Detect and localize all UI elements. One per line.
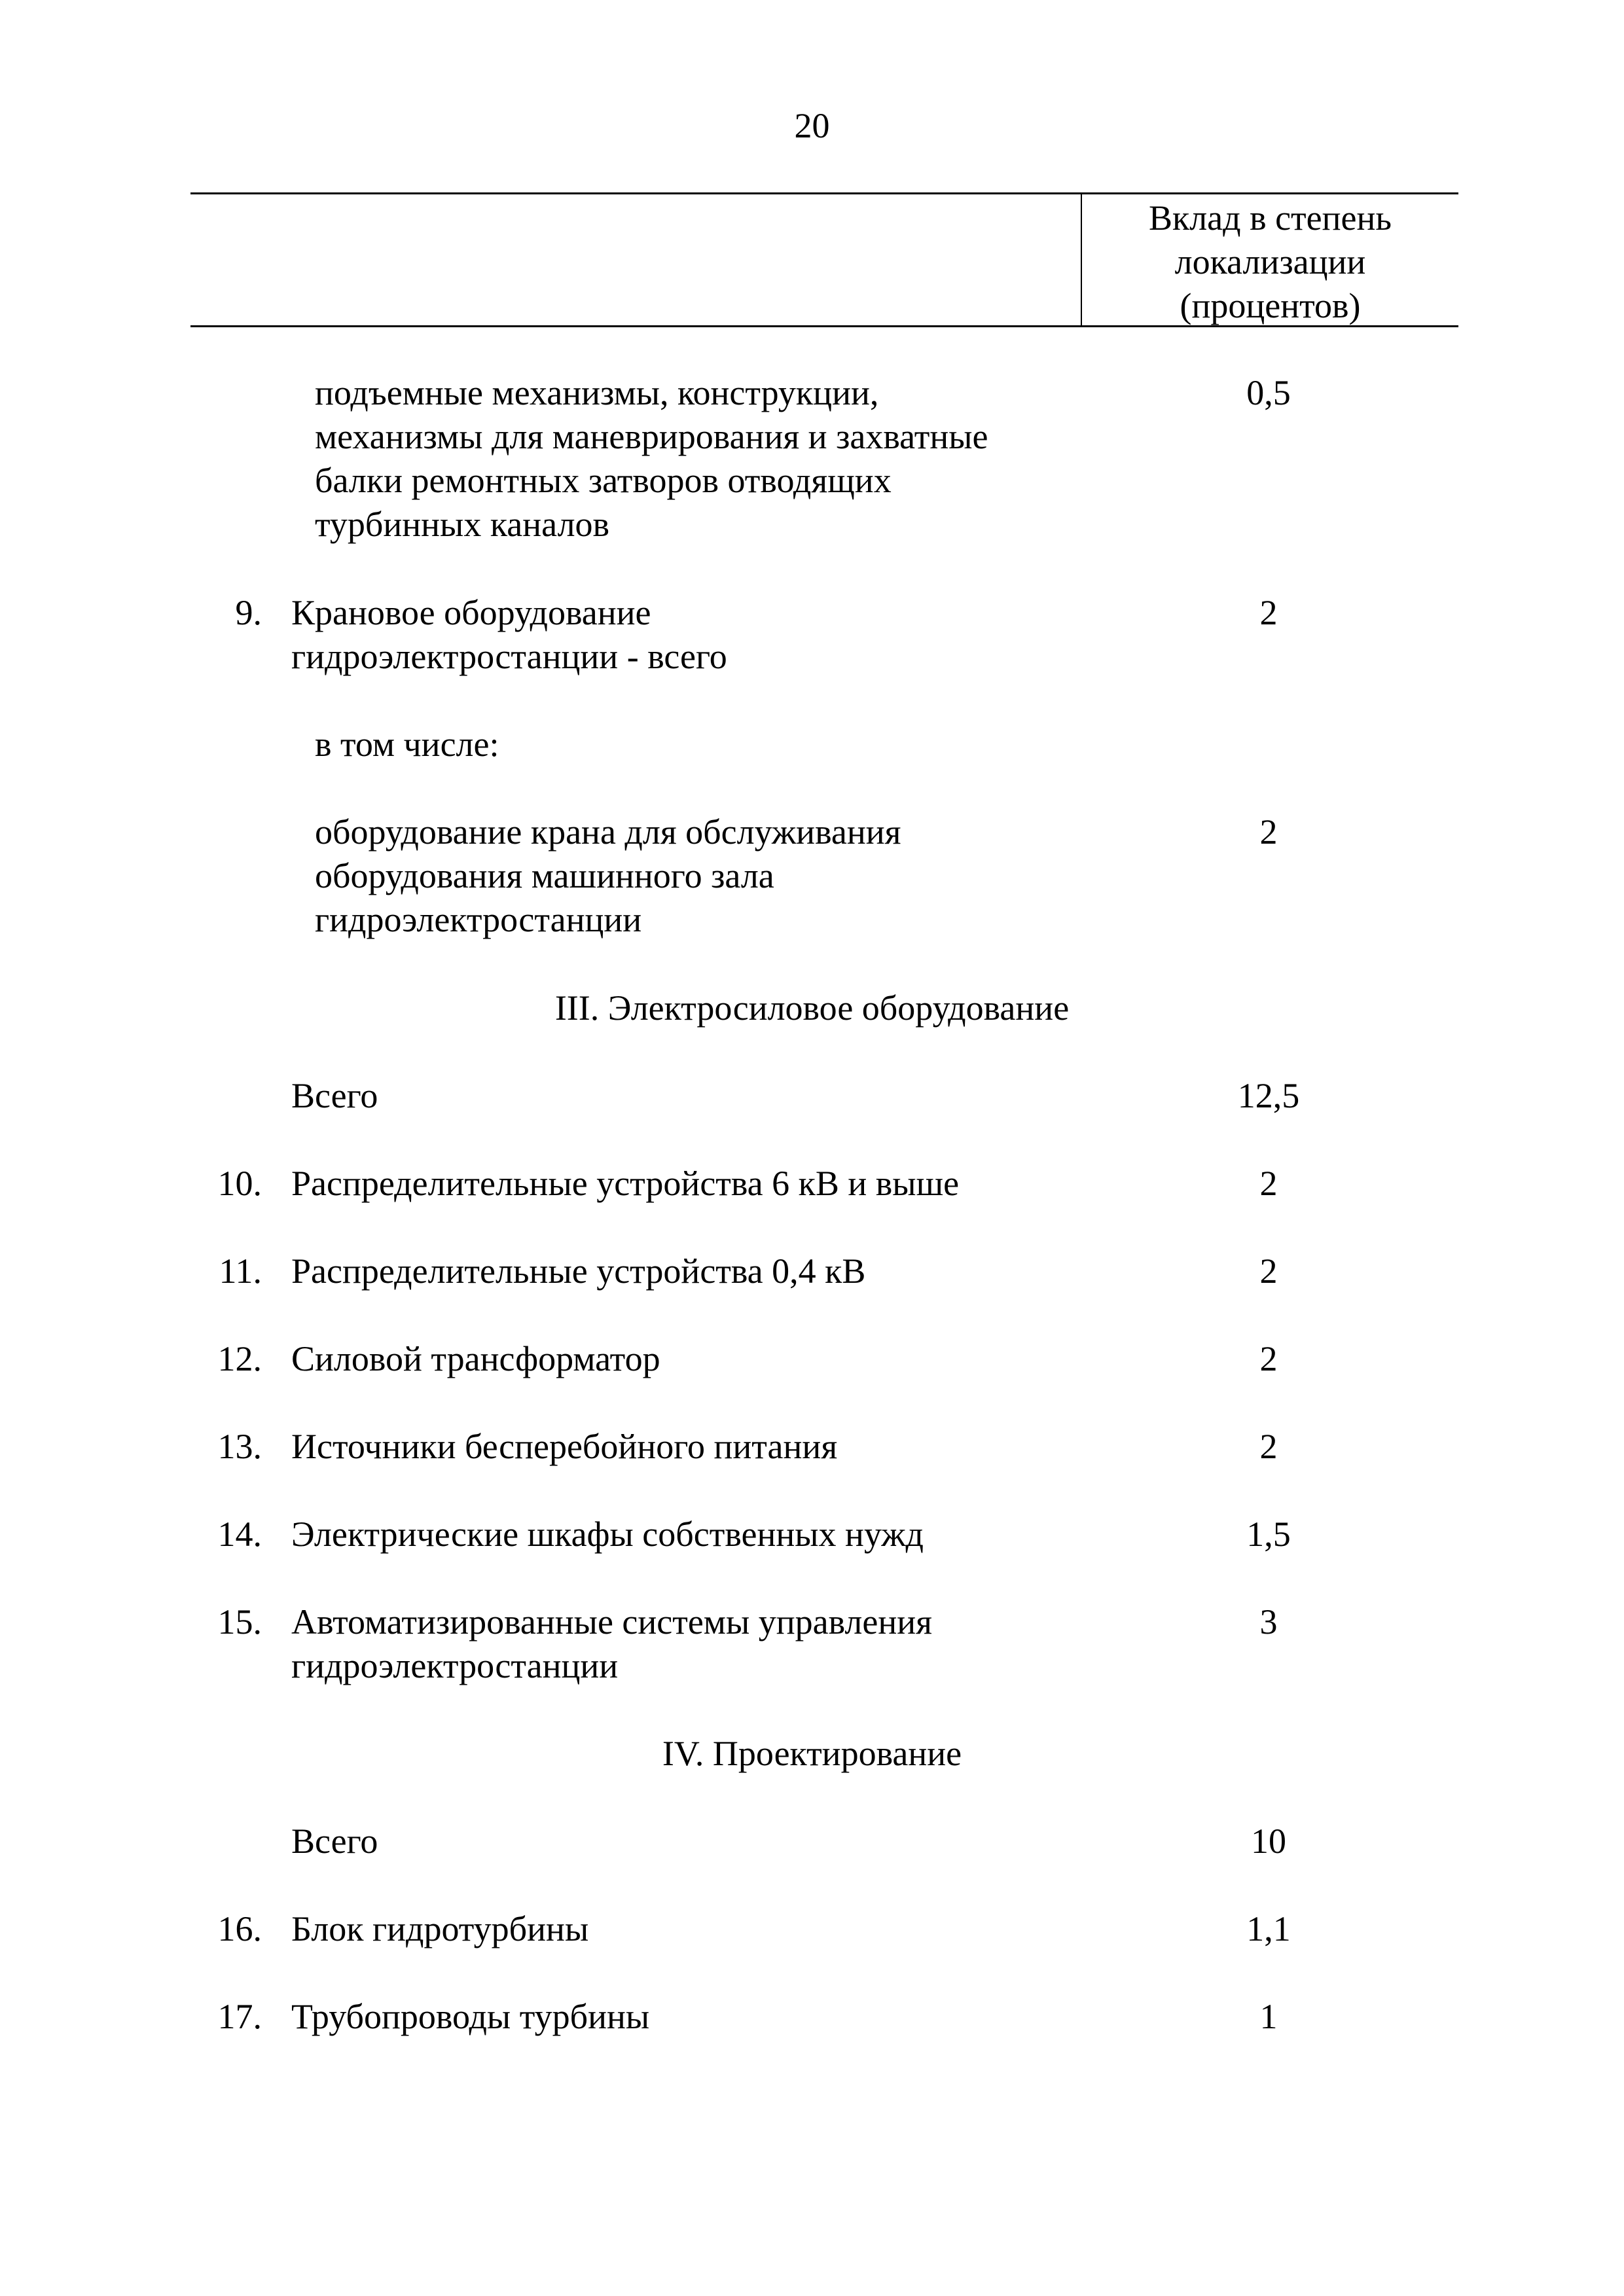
page-number: 20 bbox=[794, 106, 830, 145]
column-header-contribution bbox=[1082, 196, 1458, 328]
row-14-number: 14. bbox=[217, 1515, 262, 1554]
row-lifting-mechanisms-value: 0,5 bbox=[1246, 373, 1291, 412]
row-9-value: 2 bbox=[1259, 593, 1278, 632]
row-12-value: 2 bbox=[1259, 1339, 1278, 1378]
row-16-number: 16. bbox=[217, 1909, 262, 1948]
row-9-number: 9. bbox=[235, 593, 262, 632]
row-13-number: 13. bbox=[217, 1427, 262, 1466]
row-13-label: Источники бесперебойного питания bbox=[291, 1427, 838, 1466]
row-12-label: Силовой трансформатор bbox=[291, 1339, 660, 1378]
row-16-value: 1,1 bbox=[1246, 1909, 1291, 1948]
row-10-value: 2 bbox=[1259, 1164, 1278, 1203]
row-text-line: Крановое оборудование bbox=[291, 593, 651, 632]
row-17-label: Трубопроводы турбины bbox=[291, 1997, 650, 2036]
row-text-line: в том числе: bbox=[315, 725, 499, 764]
column-header-line: локализации bbox=[1174, 242, 1366, 281]
row-crane-equipment-value: 2 bbox=[1259, 812, 1278, 852]
row-13-value: 2 bbox=[1259, 1427, 1278, 1466]
table-top-rule bbox=[190, 192, 1458, 194]
row-text-line: оборудования машинного зала bbox=[315, 856, 774, 895]
section-4-total-label: Всего bbox=[291, 1821, 378, 1861]
section-4-total-value: 10 bbox=[1251, 1821, 1286, 1861]
row-text-line: гидроэлектростанции - всего bbox=[291, 637, 727, 676]
section-3-total-value: 12,5 bbox=[1237, 1076, 1300, 1115]
row-text-line: оборудование крана для обслуживания bbox=[315, 812, 901, 852]
row-text-line: механизмы для маневрирования и захватные bbox=[315, 417, 988, 456]
column-header-line: (процентов) bbox=[1180, 286, 1361, 325]
row-11-number: 11. bbox=[219, 1251, 262, 1291]
row-15-label bbox=[291, 1600, 932, 1688]
row-14-label: Электрические шкафы собственных нужд bbox=[291, 1515, 924, 1554]
row-16-label: Блок гидротурбины bbox=[291, 1909, 589, 1948]
row-lifting-mechanisms-label bbox=[315, 371, 988, 547]
row-crane-equipment-label bbox=[315, 810, 901, 942]
row-text-line: Автоматизированные системы управления bbox=[291, 1602, 932, 1641]
row-17-number: 17. bbox=[217, 1997, 262, 2036]
row-14-value: 1,5 bbox=[1246, 1515, 1291, 1554]
section-title-electrical-equipment: III. Электросиловое оборудование bbox=[554, 988, 1070, 1028]
row-10-label: Распределительные устройства 6 кВ и выше bbox=[291, 1164, 960, 1203]
row-11-value: 2 bbox=[1259, 1251, 1278, 1291]
row-text-line: гидроэлектростанции bbox=[291, 1646, 619, 1685]
section-title-design: IV. Проектирование bbox=[662, 1734, 962, 1773]
row-text-line: гидроэлектростанции bbox=[315, 900, 642, 939]
section-3-total-label: Всего bbox=[291, 1076, 378, 1115]
including-label bbox=[315, 723, 499, 766]
row-10-number: 10. bbox=[217, 1164, 262, 1203]
row-text-line: балки ремонтных затворов отводящих bbox=[315, 461, 892, 500]
row-text-line: подъемные механизмы, конструкции, bbox=[315, 373, 879, 412]
row-9-label bbox=[291, 591, 727, 679]
row-12-number: 12. bbox=[217, 1339, 262, 1378]
row-text-line: турбинных каналов bbox=[315, 505, 610, 544]
row-15-number: 15. bbox=[217, 1602, 262, 1641]
row-17-value: 1 bbox=[1259, 1997, 1278, 2036]
column-header-line: Вклад в степень bbox=[1148, 198, 1392, 238]
row-15-value: 3 bbox=[1259, 1602, 1278, 1641]
row-11-label: Распределительные устройства 0,4 кВ bbox=[291, 1251, 866, 1291]
